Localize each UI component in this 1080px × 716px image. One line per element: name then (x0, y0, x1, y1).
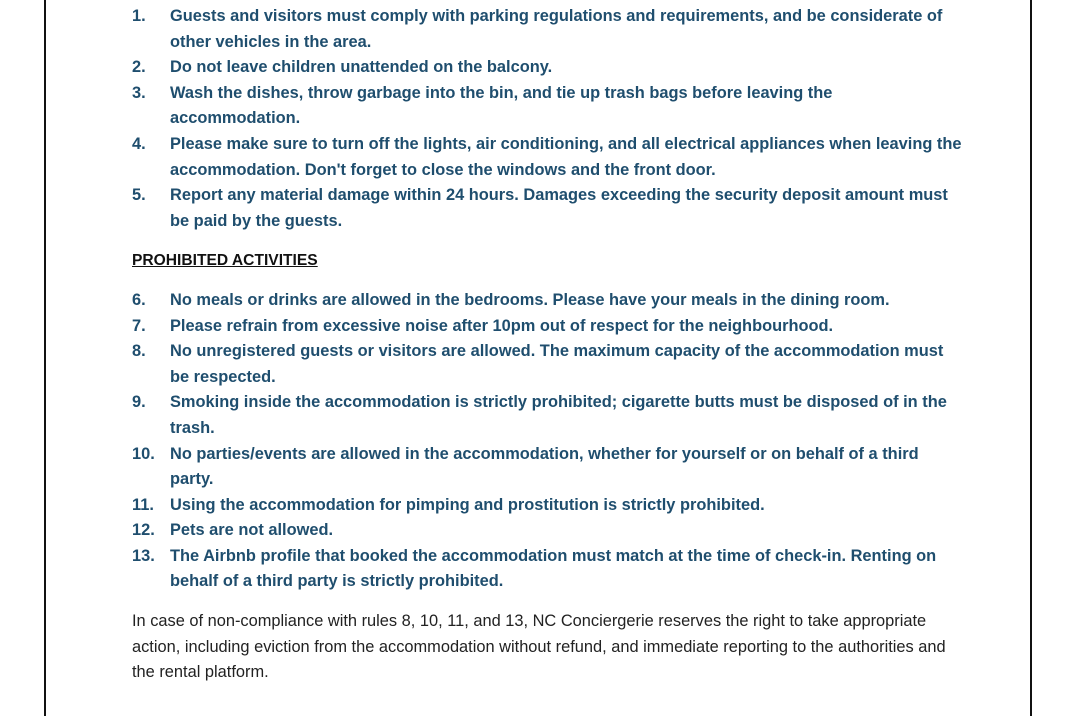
rule-item (132, 442, 962, 493)
rule-text: The Airbnb profile that booked the accommodation must match at the time of check-in. Renting on behalf of a third party is strictly prohibited. (170, 546, 937, 591)
rule-text: Smoking inside the accommodation is strictly prohibited; cigarette butts must be disposed of in the trash. (170, 393, 947, 437)
rules-list-general (132, 4, 962, 234)
document-page (44, 0, 1032, 716)
rule-item (132, 493, 962, 519)
rule-number: 5. (132, 186, 146, 205)
rule-text: Please refrain from excessive noise after 10pm out of respect for the neighbourhood. (170, 316, 834, 335)
rule-number: 6. (132, 290, 146, 309)
rule-number: 9. (132, 393, 146, 412)
rule-number: 3. (132, 83, 146, 102)
non-compliance-paragraph: In case of non-compliance with rules 8, 10, 11, and 13, NC Conciergerie reserves the right to take appropriate action, including eviction from the accommodation without refund, and immediate reporting to the authorities and the rental platform. (132, 612, 946, 682)
rule-item (132, 288, 962, 314)
rule-text: Using the accommodation for pimping and prostitution is strictly prohibited. (170, 495, 765, 514)
rule-number: 12. (132, 521, 155, 540)
rule-number: 10. (132, 444, 155, 463)
rule-text: Pets are not allowed. (170, 521, 334, 540)
rule-number: 4. (132, 134, 146, 153)
rule-text: Report any material damage within 24 hours. Damages exceeding the security deposit amount must be paid by the guests. (170, 186, 948, 230)
rule-item (132, 55, 962, 81)
rule-item (132, 81, 962, 132)
rule-number: 8. (132, 342, 146, 361)
rule-number: 2. (132, 58, 146, 77)
rule-text: Guests and visitors must comply with parking regulations and requirements, and be considerate of other vehicles in the area. (170, 7, 943, 51)
rule-item (132, 183, 962, 234)
rule-number: 1. (132, 7, 146, 25)
rule-text: No parties/events are allowed in the accommodation, whether for yourself or on behalf of a third party. (170, 444, 919, 489)
document-content (132, 4, 962, 686)
rule-item (132, 339, 962, 390)
rule-item (132, 314, 962, 340)
rule-text: No meals or drinks are allowed in the bedrooms. Please have your meals in the dining room. (170, 290, 890, 309)
rule-item (132, 132, 962, 183)
rule-text: Please make sure to turn off the lights, air conditioning, and all electrical appliances when leaving the accommodation. Don't forget to close the windows and the front door. (170, 134, 962, 179)
rules-list-prohibited (132, 288, 962, 595)
rule-number: 7. (132, 316, 146, 335)
rule-number: 13. (132, 546, 155, 565)
rule-item (132, 390, 962, 441)
rule-text: Wash the dishes, throw garbage into the bin, and tie up trash bags before leaving the accommodation. (170, 83, 833, 128)
rule-text: No unregistered guests or visitors are allowed. The maximum capacity of the accommodation must be respected. (170, 342, 944, 386)
rule-number: 11. (132, 495, 154, 514)
rule-item (132, 4, 962, 55)
rule-text: Do not leave children unattended on the balcony. (170, 58, 553, 77)
rule-item (132, 518, 962, 544)
prohibited-activities-heading: PROHIBITED ACTIVITIES (132, 252, 318, 270)
rule-item (132, 544, 962, 595)
